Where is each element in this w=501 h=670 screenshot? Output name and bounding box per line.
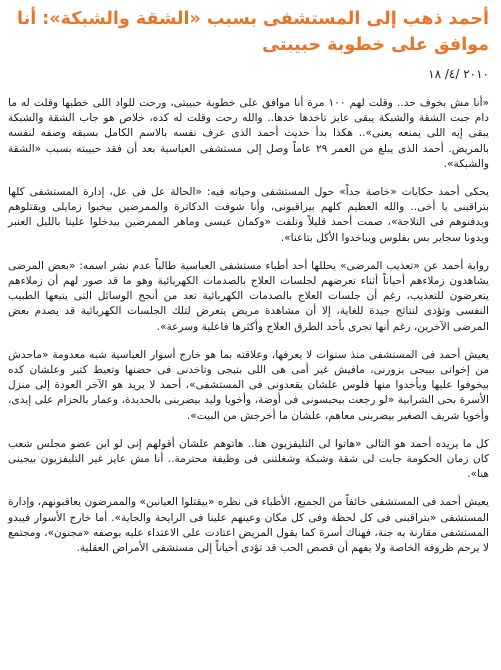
article-paragraph: «أنا مش بخوف حد.. وقلت لهم ١٠٠ مرة أنا موافق على خطوبة حبيبتى، ورحت للواد اللى خطبها وقلت له ما دام جبت الشقة والشبكة يبقى عايز تاخدها خدها.. والله رحت وقلت له كده، خلاص هو جاب الشقة والشبكة يبقى إيه اللى يمنعه يعنى».. هكذا بدأ حديث أحمد الذى عرف نفسه بالاسم الكامل بسبقه وصفه لنفسه بالمريض. أحمد الذى يبلغ من العمر ٢٩ عاماً وصل إلى مستشفى العباسية بعد أن فقد حبيبته بسبب «الشقة والشبكة». xyxy=(8,97,490,170)
article-paragraph: كل ما يريده أحمد هو التالى «هاتوا لى التليفزيون هنا.. هاتوهم علشان أقولهم إنى لو ابن عضو مجلس شعب كان زمان الحكومة جابت لى شقة وشبكة وشغلتنى فى وظيفة محترمة.. أنا مش عايز غير التليفزيون بيجينى هنا». xyxy=(8,437,489,481)
article-paragraph: يعيش أحمد فى المستشفى منذ سنوات لا يعرفها، وعلاقته بما هو خارج أسوار العباسية شبه معدومة «ماحدش من إخواتى بييجى يزورنى، مافيش غير أمى هى اللى بتيجى وتاخدنى فى حضنها وتعيط كتير وعلشان كده بيخوفوا عليها ويأخدوا منها فلوس علشان يقعدونى فى المستشفى»، أحمد لا يريد هو الآخر العودة إلى منزل الأسرة بحى الشرابية «لو رجعت بيحبسونى فى أوضة، وأخويا وليد بيضربنى بالحديدة، وعمار بالحزام على إيدى، وأخويا شريف الصغير بيضربنى معاهم، علشان ما أخرجش من البيت». xyxy=(8,348,489,422)
article-paragraph: رواية أحمد عن «تعذيب المرضى» يحللها أحد أطباء مستشفى العباسية طالباً عدم نشر اسمه: «بعض المرضى يشاهدون زملاءهم أحياناً أثناء تعرضهم لجلسات العلاج بالصدمات الكهربائية وهو ما قد صور لهم أن زملاءهم يتعرضون للتعذيب، رغم أن جلسات العلاج بالصدمات الكهربائية تعد من أنجح الوسائل التى يتبعها الطبيب النفسى وتؤدى لنتائج جيدة للغاية، إلا أن مشاهدة مريض يتعرض لتلك الجلسات الكهربائية قد يصدم بعض المرضى الآخرين، رغم أنها تجرى بأحد الطرق العلاج وأكثرها فاعلية وسرعة». xyxy=(8,259,489,333)
article-paragraph: يعيش أحمد فى المستشفى خائفاً من الجميع، الأطباء فى نظره «بيقتلوا العيانين» والممرضون يعاقبونهم، وإدارة المستشفى «بتراقبنى فى كل لحظة وفى كل مكان وعينهم علينا فى الرايحة والجاية». أما خارج الأسوار فيبدو المستشفى مقارنة به جنة، فهناك أسرة كما يقول المريض اعتادت على الاعتداء عليه بوصفه «مجنون»، ومجتمع لا يرحم ظروفه الخاصة ولا يفهم أن قصص الحب قد تؤدى أحياناً إلى مستشفى الأمراض العقلية. xyxy=(8,496,489,555)
article-date: ٢٠١٠ /٤/ ١٨ xyxy=(428,67,489,81)
article-paragraph: يحكى أحمد حكايات «خاصة جداً» حول المستشفى وحياته فيه: «الحالة عل فى عل، إدارة المستشفى كلها بتراقبنى يا أخى.. والله العظيم كلهم بيراقبونى، وأنا شوفت الدكاترة والممرضين بيخبوا زمايلى ويقتلوهم ويدفنوهم فى التلاجة»، صمت أحمد قليلاً وتلفت «وكمان عيسى وماهر الممرضين بيدخلوا علينا بالليل العنبر ويدونا سجاير بس بفلوس ويباخدوا الأكل بتاعنا». xyxy=(8,186,489,244)
article-title: أحمد ذهب إلى المستشفى بسبب «الشقة والشبكة»: أنا موافق على خطوبة حبيبتى xyxy=(17,9,489,55)
